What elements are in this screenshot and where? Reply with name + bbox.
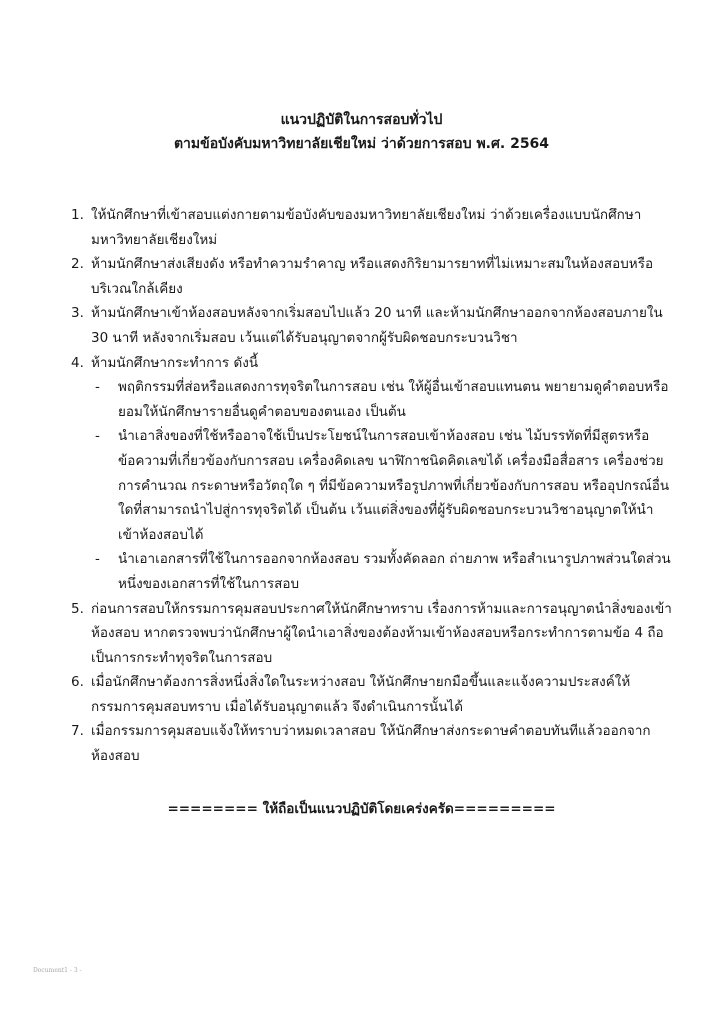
rule-number: 6.: [71, 674, 84, 691]
rule-text: ก่อนการสอบให้กรรมการคุมสอบประกาศให้นักศึกษาทราบ เรื่องการห้ามและการอนุญาตนำสิ่งของเข้าห้องสอบ หากตรวจพบว่านักศึกษาผู้ใดนำเอาสิ่งของต้องห้ามเข้าห้องสอบหรือกระทำการตามข้อ 4 ถือเป็นการกระทำทุจริตในการสอบ: [91, 600, 672, 666]
rule-number: 5.: [71, 600, 84, 617]
page-footer: Document1 - 3 -: [33, 967, 82, 974]
sub-rule-item: [91, 424, 673, 547]
rule-text: ห้ามนักศึกษากระทำการ ดังนี้: [91, 354, 259, 371]
title-line-1: แนวปฏิบัติในการสอบทั่วไป: [280, 112, 443, 128]
sub-rules-list: [91, 375, 673, 596]
rule-number: 2.: [71, 256, 84, 273]
sub-rule-dash: -: [95, 379, 100, 396]
rule-item: [0, 252, 723, 301]
rule-item: [0, 670, 723, 719]
rule-text: ห้ามนักศึกษาส่งเสียงดัง หรือทำความรำคาญ หรือแสดงกิริยามารยาทที่ไม่เหมาะสมในห้องสอบหรือบริเวณใกล้เคียง: [91, 256, 654, 297]
rule-number: 3.: [71, 305, 84, 322]
sub-rule-text: พฤติกรรมที่ส่อหรือแสดงการทุจริตในการสอบ เช่น ให้ผู้อื่นเข้าสอบแทนตน พยายามดูคำตอบหรือยอมให้นักศึกษารายอื่นดูคำตอบของตนเอง เป็นต้น: [118, 379, 669, 420]
rule-number: 4.: [71, 354, 84, 371]
rule-item: [0, 203, 723, 252]
rule-text: ห้ามนักศึกษาเข้าห้องสอบหลังจากเริ่มสอบไปแล้ว 20 นาที และห้ามนักศึกษาออกจากห้องสอบภายใน 30 นาที หลังจากเริ่มสอบ เว้นแต่ได้รับอนุญาตจากผู้รับผิดชอบกระบวนวิชา: [91, 305, 663, 346]
sub-rule-text: นำเอาเอกสารที่ใช้ในการออกจากห้องสอบ รวมทั้งคัดลอก ถ่ายภาพ หรือสำเนารูปภาพส่วนใดส่วนหนึ่งของเอกสารที่ใช้ในการสอบ: [118, 551, 671, 592]
rule-item: [0, 301, 723, 350]
sub-rule-dash: -: [95, 428, 100, 445]
rule-number: 7.: [71, 723, 84, 740]
rule-item: [0, 351, 723, 597]
rule-number: 1.: [71, 207, 84, 223]
rule-item: [0, 719, 723, 768]
sub-rule-text: นำเอาสิ่งของที่ใช้หรืออาจใช้เป็นประโยชน์ในการสอบเข้าห้องสอบ เช่น ไม้บรรทัดที่มีสูตรหรือข้อความที่เกี่ยวข้องกับการสอบ เครื่องคิดเลข นาฬิกาชนิดคิดเลขได้ เครื่องมือสื่อสาร เครื่องช่วยการคำนวณ กระดาษหรือวัตถุใด ๆ ที่มีข้อความหรือรูปภาพที่เกี่ยวข้องกับการสอบ หรืออุปกรณ์อื่นใดที่สามารถนำไปสู่การทุจริตได้ เป็นต้น เว้นแต่สิ่งของที่ผู้รับผิดชอบกระบวนวิชาอนุญาตให้นำเข้าห้องสอบได้: [118, 428, 670, 543]
document-title: [0, 108, 723, 156]
sub-rule-item: [91, 547, 673, 596]
rules-list: [0, 203, 723, 769]
closing-statement: ======== ให้ถือเป็นแนวปฏิบัติโดยเคร่งครัด=========: [167, 801, 556, 817]
rule-item: [0, 597, 723, 671]
sub-rule-item: [91, 375, 673, 424]
sub-rule-dash: -: [95, 551, 100, 568]
title-line-2: ตามข้อบังคับมหาวิทยาลัยเชียใหม่ ว่าด้วยการสอบ พ.ศ. 2564: [173, 136, 550, 152]
rule-text: เมื่อนักศึกษาต้องการสิ่งหนึ่งสิ่งใดในระหว่างสอบ ให้นักศึกษายกมือขึ้นและแจ้งความประสงค์ให้กรรมการคุมสอบทราบ เมื่อได้รับอนุญาตแล้ว จึงดำเนินการนั้นได้: [91, 674, 631, 715]
rule-text: ให้นักศึกษาที่เข้าสอบแต่งกายตามข้อบังคับของมหาวิทยาลัยเชียงใหม่ ว่าด้วยเครื่องแบบนักศึกษามหาวิทยาลัยเชียงใหม่: [91, 207, 642, 248]
rule-text: เมื่อกรรมการคุมสอบแจ้งให้ทราบว่าหมดเวลาสอบ ให้นักศึกษาส่งกระดาษคำตอบทันทีแล้วออกจากห้องสอบ: [91, 723, 651, 765]
